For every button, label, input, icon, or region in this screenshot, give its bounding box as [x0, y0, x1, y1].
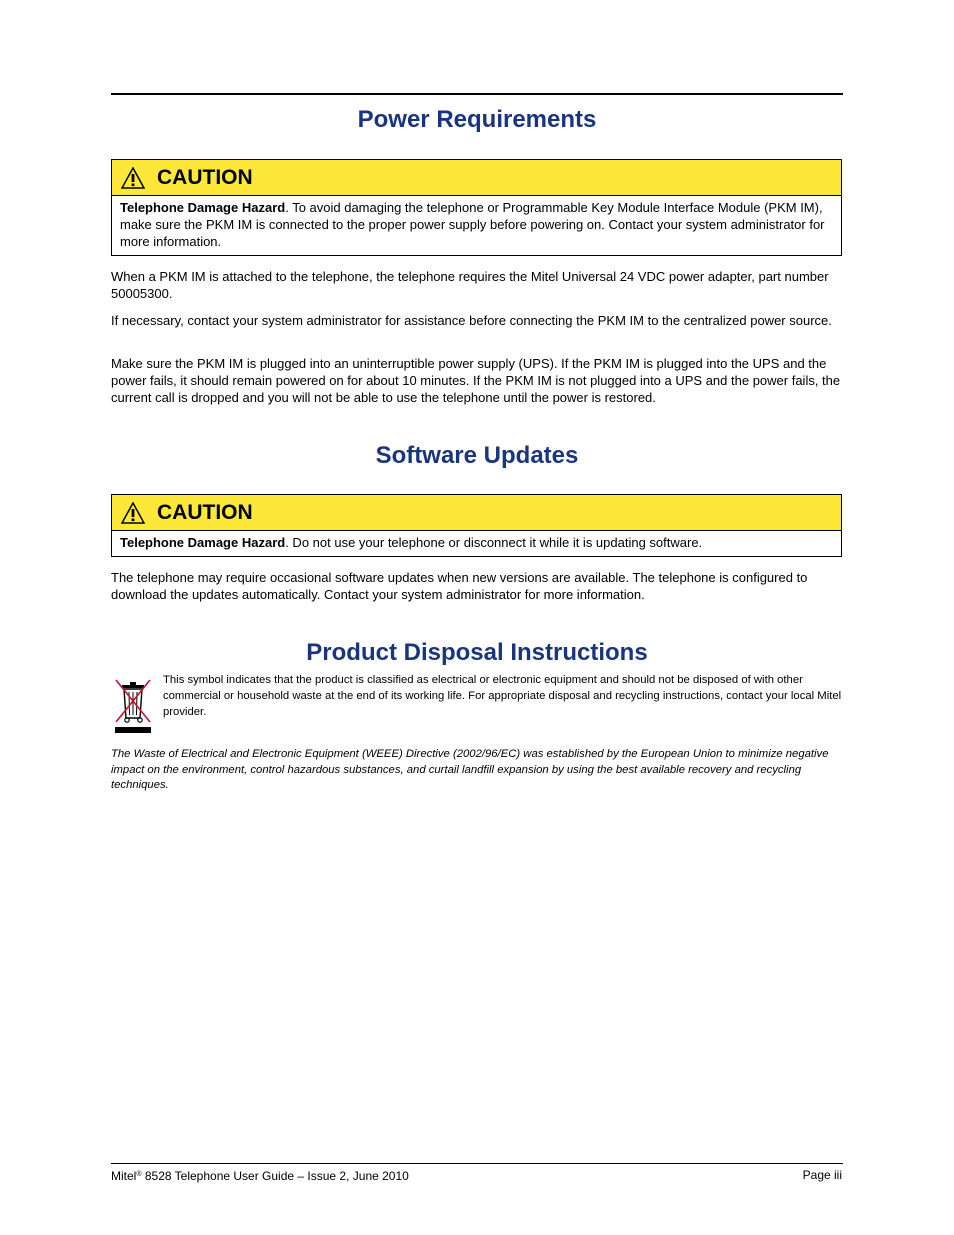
- footer-doc-title: 8528 Telephone User Guide – Issue 2, June 2010: [141, 1169, 409, 1183]
- paragraph: Make sure the PKM IM is plugged into an uninterruptible power supply (UPS). If the PKM IM is plugged into the UPS and the power fails, it should remain powered on for about 10 minutes. If the PKM IM is not plugged into a UPS and the power fails, the current call is dropped and you will not be able to use the telephone until the power is restored.: [111, 356, 841, 405]
- caution-text: [112, 531, 841, 556]
- caution-header: [112, 495, 841, 531]
- weee-crossed-bin-icon: [113, 676, 153, 734]
- caution-label: CAUTION: [157, 165, 253, 189]
- weee-directive-text: The Waste of Electrical and Electronic Equipment (WEEE) Directive (2002/96/EC) was established by the European Union to minimize negative impact on the environment, control hazardous substances, and curtail landfill expansion by using the best available recovery and recycling techniques.: [111, 748, 829, 791]
- warning-icon: [121, 167, 145, 189]
- disposal-symbol-text: This symbol indicates that the product is classified as electrical or electronic equipment and should not be disposed of with other commercial or household waste at the end of its working life. For appropriate disposal and recycling instructions, contact your local Mitel provider.: [163, 674, 842, 718]
- heading-product-disposal: Product Disposal Instructions: [306, 639, 648, 666]
- footer-document-title: [111, 1167, 409, 1184]
- paragraph: If necessary, contact your system administrator for assistance before connecting the PKM IM to the centralized power source.: [111, 313, 832, 328]
- hazard-title: Telephone Damage Hazard: [120, 535, 286, 550]
- footer-rule: [111, 1163, 843, 1164]
- warning-icon: [121, 502, 145, 524]
- caution-box-software: [111, 494, 842, 557]
- caution-description: . To avoid damaging the telephone or Programmable Key Module Interface Module (PKM IM), make sure the PKM IM is connected to the proper power supply before powering on. Contact your system administrator for more information.: [120, 200, 825, 249]
- paragraph: When a PKM IM is attached to the telephone, the telephone requires the Mitel Universal 24 VDC power adapter, part number 50005300.: [111, 269, 829, 301]
- registered-mark: ®: [136, 1171, 142, 1178]
- heading-software-updates: Software Updates: [375, 442, 579, 469]
- page-number: Page iii: [802, 1168, 842, 1182]
- header-rule: [111, 93, 843, 95]
- caution-text: [112, 196, 841, 255]
- footer-brand: Mitel: [111, 1169, 137, 1183]
- paragraph: The telephone may require occasional software updates when new versions are available. The telephone is configured to download the updates automatically. Contact your system administrator for more information.: [111, 570, 808, 602]
- heading-power-requirements: Power Requirements: [357, 106, 597, 133]
- caution-label: CAUTION: [157, 500, 253, 524]
- hazard-title: Telephone Damage Hazard: [120, 200, 286, 215]
- caution-header: [112, 160, 841, 196]
- caution-box-power: [111, 159, 842, 256]
- caution-description: . Do not use your telephone or disconnect it while it is updating software.: [285, 535, 703, 550]
